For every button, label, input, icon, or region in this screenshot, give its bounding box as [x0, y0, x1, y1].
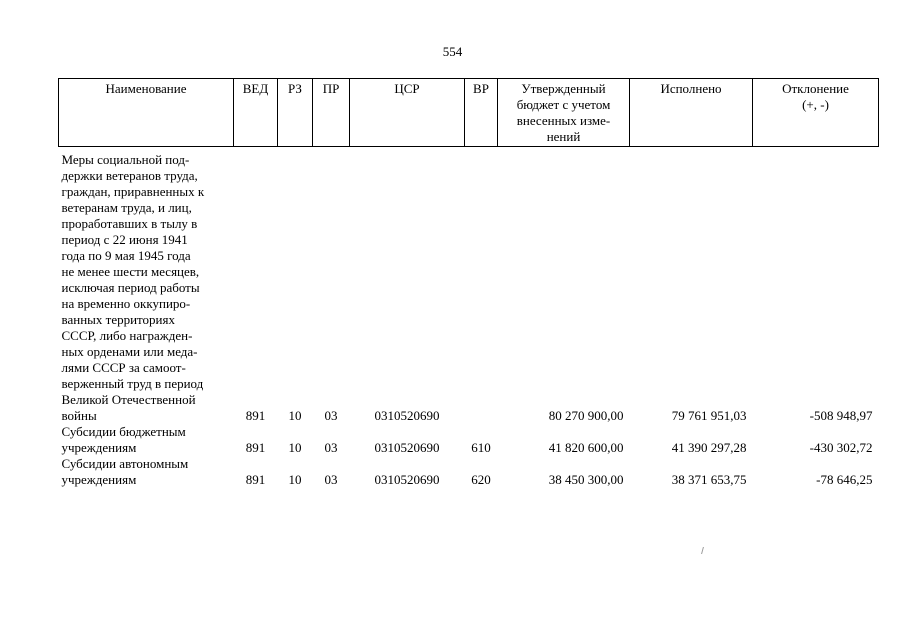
- cell-deviation: -430 302,72: [809, 440, 873, 455]
- cell-vr: [465, 147, 498, 425]
- header-line: (+, -): [802, 97, 829, 112]
- name-line: СССР, либо награжден-: [61, 328, 193, 343]
- table-header-row: [59, 79, 879, 147]
- name-line: Меры социальной под-: [61, 152, 190, 167]
- cell-ved: 891: [245, 408, 266, 423]
- header-name: [59, 79, 234, 147]
- name-line: верженный труд в период: [61, 376, 204, 391]
- name-line: Субсидии автономным: [61, 456, 189, 471]
- header-csr: [350, 79, 465, 147]
- cell-ved: 891: [245, 440, 266, 455]
- cell-executed: 38 371 653,75: [671, 472, 747, 487]
- cell-deviation: -508 948,97: [809, 408, 873, 423]
- header-line: бюджет с учетом: [516, 97, 611, 112]
- header-approved: [498, 79, 630, 147]
- header-line: нений: [546, 129, 581, 144]
- cell-vr: 620: [471, 472, 491, 487]
- cell-csr: 0310520690: [374, 408, 440, 423]
- cell-rz: 10: [288, 408, 302, 423]
- name-line: войны: [61, 408, 97, 423]
- header-rz: [278, 79, 313, 147]
- header-ved: [234, 79, 278, 147]
- name-line: граждан, приравненных к: [61, 184, 205, 199]
- cell-ved: 891: [245, 472, 266, 487]
- header-line: Отклонение: [782, 81, 849, 96]
- cell-pr: 03: [324, 440, 338, 455]
- cell-approved: 41 820 600,00: [548, 440, 624, 455]
- table-row: [59, 147, 879, 425]
- name-line: ных орденами или меда-: [61, 344, 198, 359]
- header-line: Наименование: [105, 81, 187, 96]
- name-line: лями СССР за самоот-: [61, 360, 186, 375]
- cell-rz: 10: [288, 440, 302, 455]
- name-line: ванных территориях: [61, 312, 175, 327]
- name-line: держки ветеранов труда,: [61, 168, 198, 183]
- cell-name: [59, 456, 234, 488]
- page-number: 554: [442, 44, 463, 59]
- cell-vr: 610: [471, 440, 491, 455]
- name-line: на временно оккупиро-: [61, 296, 191, 311]
- cell-name: [59, 424, 234, 456]
- name-line: года по 9 мая 1945 года: [61, 248, 191, 263]
- cell-approved: 38 450 300,00: [548, 472, 624, 487]
- cell-pr: 03: [324, 408, 338, 423]
- cell-name: [59, 147, 234, 425]
- header-vr: [465, 79, 498, 147]
- header-line: внесенных изме-: [516, 113, 611, 128]
- budget-table: [58, 78, 879, 488]
- scan-mark: [701, 547, 706, 554]
- header-line: Исполнено: [660, 81, 722, 96]
- header-line: РЗ: [288, 81, 302, 96]
- budget-table-container: [58, 78, 879, 488]
- name-line: проработавших в тылу в: [61, 216, 198, 231]
- header-line: ВЕД: [242, 81, 269, 96]
- name-line: Великой Отечественной: [61, 392, 196, 407]
- name-line: учреждениям: [61, 472, 137, 487]
- name-line: учреждениям: [61, 440, 137, 455]
- table-row: [59, 424, 879, 456]
- cell-rz: 10: [288, 472, 302, 487]
- name-line: не менее шести месяцев,: [61, 264, 200, 279]
- cell-approved: 80 270 900,00: [548, 408, 624, 423]
- table-body: [59, 147, 879, 489]
- cell-pr: 03: [324, 472, 338, 487]
- name-line: ветеранам труда, и лиц,: [61, 200, 192, 215]
- header-executed: [630, 79, 753, 147]
- cell-csr: 0310520690: [374, 472, 440, 487]
- header-deviation: [753, 79, 879, 147]
- header-pr: [313, 79, 350, 147]
- cell-csr: 0310520690: [374, 440, 440, 455]
- name-line: Субсидии бюджетным: [61, 424, 186, 439]
- header-line: Утвержденный: [521, 81, 606, 96]
- name-line: период с 22 июня 1941: [61, 232, 188, 247]
- table-row: [59, 456, 879, 488]
- cell-deviation: -78 646,25: [816, 472, 873, 487]
- header-line: ПР: [322, 81, 340, 96]
- name-line: исключая период работы: [61, 280, 200, 295]
- cell-executed: 79 761 951,03: [671, 408, 747, 423]
- header-line: ЦСР: [394, 81, 420, 96]
- header-line: ВР: [473, 81, 489, 96]
- cell-executed: 41 390 297,28: [671, 440, 747, 455]
